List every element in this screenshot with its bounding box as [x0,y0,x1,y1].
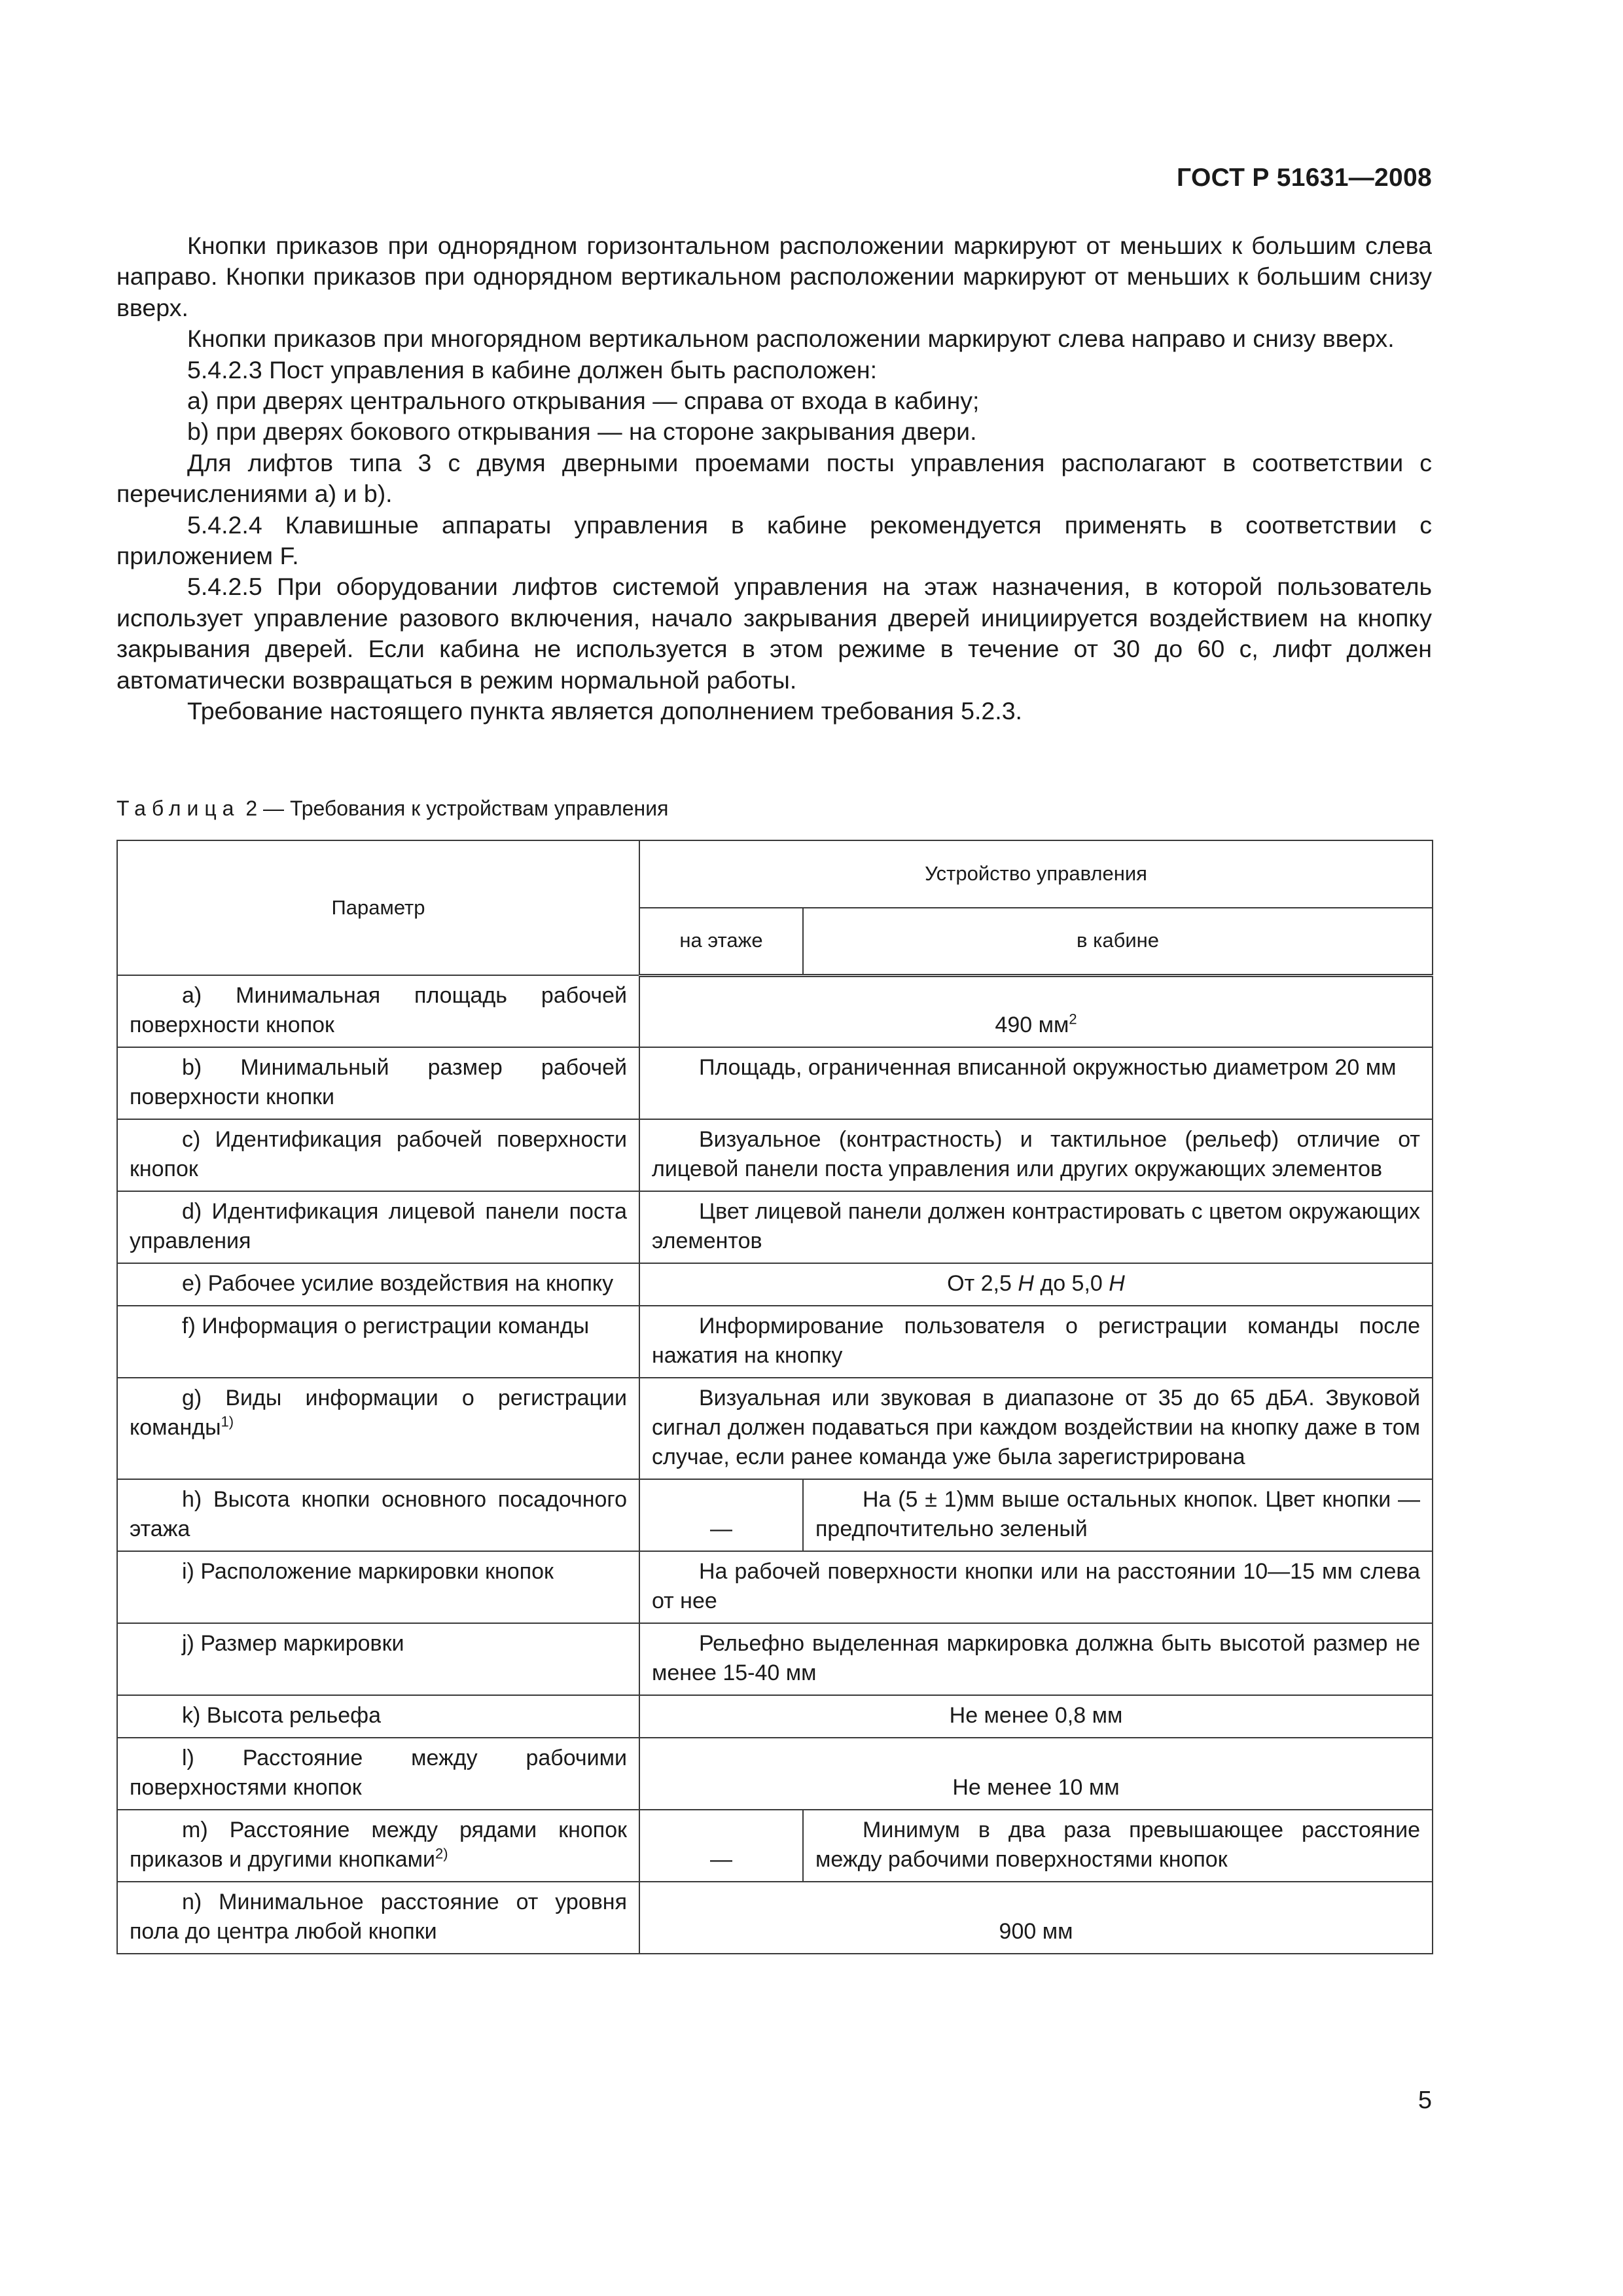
floor-cell: — [639,1810,803,1882]
cabin-cell: На (5 ± 1)мм выше остальных кнопок. Цвет кнопки — предпочтительно зеленый [803,1479,1433,1551]
footnote-marker: 1) [221,1413,234,1430]
paragraph: Кнопки приказов при многорядном вертикальном расположении маркируют слева направо и снизу вверх. [187,325,1395,353]
unit-a-weighting: А [1293,1386,1309,1410]
param-cell [117,1378,639,1479]
table-row [117,1047,1433,1119]
value-text: 490 мм [995,1013,1069,1037]
param-cell: j) Размер маркировки [117,1623,639,1695]
value-cell: Рельефно выделенная маркировка должна быть высотой размер не менее 15-40 мм [639,1623,1433,1695]
param-cell: l) Расстояние между рабочими поверхностями кнопок [117,1738,639,1810]
table-caption [116,795,668,821]
value-text: Визуальная или звуковая в диапазоне от 35 до 65 дБ [699,1386,1294,1410]
table-row [117,1551,1433,1623]
param-cell: n) Минимальное расстояние от уровня пола до центра любой кнопки [117,1882,639,1954]
value-text: . Звуковой сигнал должен подаваться при каждом воздействии на кнопку даже в том случае, если ранее команда уже была зарегистрирована [652,1386,1420,1469]
table-row [117,1810,1433,1882]
table-row [117,1738,1433,1810]
floor-cell: — [639,1479,803,1551]
value-cell: Цвет лицевой панели должен контрастировать с цветом окружающих элементов [639,1191,1433,1263]
requirements-table [116,840,1433,1954]
param-text: g) Виды информации о регистрации команды [130,1386,627,1440]
value-cell: Не менее 10 мм [639,1738,1433,1810]
param-cell: a) Минимальная площадь рабочей поверхности кнопок [117,975,639,1047]
param-cell: b) Минимальный размер рабочей поверхности кнопки [117,1047,639,1119]
value-cell: На рабочей поверхности кнопки или на расстоянии 10—15 мм слева от нее [639,1551,1433,1623]
param-cell: d) Идентификация лицевой панели поста управления [117,1191,639,1263]
cabin-cell: Минимум в два раза превышающее расстояние между рабочими поверхностями кнопок [803,1810,1433,1882]
param-cell: h) Высота кнопки основного посадочного этажа [117,1479,639,1551]
table-row [117,1306,1433,1378]
paragraph: 5.4.2.3 Пост управления в кабине должен быть расположен: [187,355,878,384]
table-row [117,1378,1433,1479]
value-cell: Не менее 0,8 мм [639,1695,1433,1738]
param-cell: e) Рабочее усилие воздействия на кнопку [117,1263,639,1306]
table-row [117,975,1433,1047]
table-row [117,1263,1433,1306]
table-row [117,1882,1433,1954]
paragraph: Требование настоящего пункта является дополнением требования 5.2.3. [187,697,1022,725]
value-cell [639,1263,1433,1306]
param-text: m) Расстояние между рядами кнопок приказов и другими кнопками [130,1818,627,1872]
unit-newton: Н [1109,1271,1125,1296]
header-device: Устройство управления [639,840,1433,908]
table-caption-label: Таблица [116,797,240,820]
value-cell: 900 мм [639,1882,1433,1954]
unit-newton: Н [1018,1271,1034,1296]
table-row [117,1623,1433,1695]
paragraph: a) при дверях центрального открывания — справа от входа в кабину; [187,387,980,415]
param-cell [117,1810,639,1882]
paragraph: 5.4.2.4 Клавишные аппараты управления в кабине рекомендуется применять в соответствии с приложением F. [116,511,1432,570]
footnote-marker: 2) [435,1845,448,1862]
table-caption-text: 2 — Требования к устройствам управления [240,797,669,820]
value-text: От 2,5 [947,1271,1018,1296]
header-cabin: в кабине [803,908,1433,975]
paragraph: Кнопки приказов при однорядном горизонтальном расположении маркируют от меньших к большим слева направо. Кнопки приказов при однорядном вертикальном расположении маркируют от меньших к большим снизу вверх. [116,232,1432,321]
header-parameter: Параметр [117,840,639,975]
value-cell: Площадь, ограниченная вписанной окружностью диаметром 20 мм [639,1047,1433,1119]
body-text [116,230,1432,727]
paragraph: Для лифтов типа 3 с двумя дверными проемами посты управления располагают в соответствии с перечислениями a) и b). [116,448,1432,508]
table-row [117,1119,1433,1191]
table-row [117,1695,1433,1738]
param-cell: f) Информация о регистрации команды [117,1306,639,1378]
value-cell: Визуальное (контрастность) и тактильное (рельеф) отличие от лицевой панели поста управления или других окружающих элементов [639,1119,1433,1191]
param-cell: k) Высота рельефа [117,1695,639,1738]
paragraph: b) при дверях бокового открывания — на стороне закрывания двери. [187,418,977,446]
value-cell [639,975,1433,1047]
paragraph: 5.4.2.5 При оборудовании лифтов системой управления на этаж назначения, в которой пользователь использует управление разового включения, начало закрывания дверей инициируется воздействием на кнопку закрывания дверей. Если кабина не используется в этом режиме в течение от 30 до 60 с, лифт должен автоматически возвращаться в режим нормальной работы. [116,573,1432,694]
param-cell: c) Идентификация рабочей поверхности кнопок [117,1119,639,1191]
value-cell: Информирование пользователя о регистрации команды после нажатия на кнопку [639,1306,1433,1378]
header-floor: на этаже [639,908,803,975]
param-cell: i) Расположение маркировки кнопок [117,1551,639,1623]
page-number: 5 [1418,2087,1432,2114]
table-row [117,1191,1433,1263]
value-cell [639,1378,1433,1479]
table-row [117,1479,1433,1551]
document-header: ГОСТ Р 51631—2008 [1177,164,1432,192]
value-text: до 5,0 [1033,1271,1109,1296]
value-superscript: 2 [1069,1011,1077,1028]
